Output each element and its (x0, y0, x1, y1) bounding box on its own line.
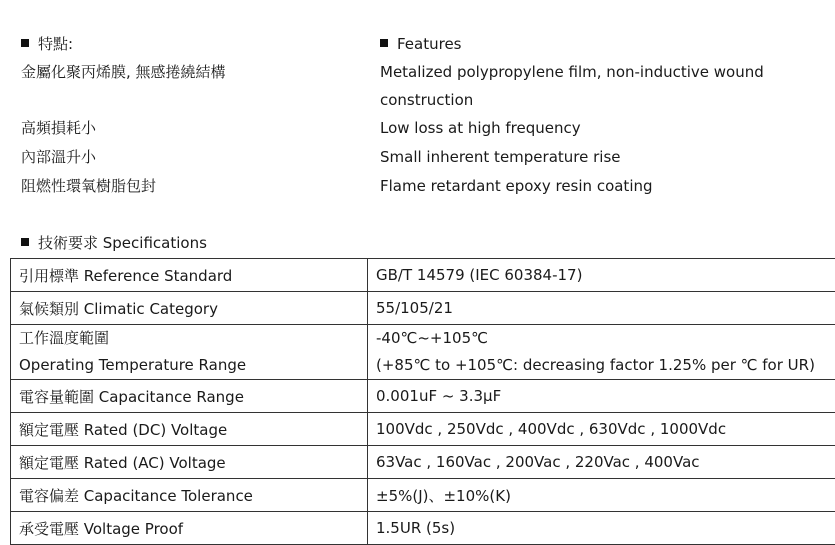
features-heading-en-text: Features (397, 35, 462, 53)
spec-label-line2: Operating Temperature Range (19, 352, 359, 379)
feature-item-en: Metalized polypropylene film, non-inductive wound (380, 63, 764, 81)
spec-value: 55/105/21 (368, 292, 835, 325)
table-row (11, 446, 835, 479)
table-row (11, 479, 835, 512)
table-row (11, 380, 835, 413)
bullet-square-icon (21, 238, 29, 246)
spec-value: 63Vac , 160Vac , 200Vac , 220Vac , 400Vac (368, 446, 835, 479)
table-row (11, 292, 835, 325)
spec-label: 電容偏差 Capacitance Tolerance (11, 479, 368, 512)
specifications-heading-text: 技術要求 Specifications (38, 234, 207, 252)
feature-item-en: Low loss at high frequency (380, 119, 581, 137)
spec-value-line2: (+85℃ to +105℃: decreasing factor 1.25% per ℃ for UR) (376, 352, 829, 379)
feature-item-zh: 金屬化聚丙烯膜, 無感捲繞結構 (21, 63, 226, 81)
feature-item-zh: 高頻損耗小 (21, 119, 96, 137)
specifications-table (10, 258, 835, 545)
table-row (11, 325, 835, 380)
feature-item-en: Small inherent temperature rise (380, 148, 621, 166)
features-heading-zh-text: 特點: (38, 35, 73, 53)
feature-item-en-continued: construction (380, 91, 473, 109)
table-row (11, 512, 835, 545)
spec-label (11, 325, 368, 380)
table-row (11, 259, 835, 292)
feature-item-en: Flame retardant epoxy resin coating (380, 177, 653, 195)
features-heading-zh (21, 35, 73, 53)
spec-value: 0.001uF ~ 3.3μF (368, 380, 835, 413)
spec-value: GB/T 14579 (IEC 60384-17) (368, 259, 835, 292)
spec-label: 引用標準 Reference Standard (11, 259, 368, 292)
spec-label: 電容量範圍 Capacitance Range (11, 380, 368, 413)
feature-item-zh: 內部溫升小 (21, 148, 96, 166)
features-heading-en (380, 35, 462, 53)
bullet-square-icon (21, 39, 29, 47)
table-row (11, 413, 835, 446)
spec-value (368, 325, 835, 380)
spec-label: 額定電壓 Rated (DC) Voltage (11, 413, 368, 446)
feature-item-zh: 阻燃性環氧樹脂包封 (21, 177, 156, 195)
spec-value: ±5%(J)、±10%(K) (368, 479, 835, 512)
spec-label: 氣候類別 Climatic Category (11, 292, 368, 325)
specifications-heading (21, 234, 207, 252)
spec-value-line1: -40℃~+105℃ (376, 325, 829, 352)
spec-label: 額定電壓 Rated (AC) Voltage (11, 446, 368, 479)
bullet-square-icon (380, 39, 388, 47)
spec-label-line1: 工作溫度範圍 (19, 325, 359, 352)
spec-value: 1.5UR (5s) (368, 512, 835, 545)
spec-label: 承受電壓 Voltage Proof (11, 512, 368, 545)
spec-value: 100Vdc , 250Vdc , 400Vdc , 630Vdc , 1000Vdc (368, 413, 835, 446)
